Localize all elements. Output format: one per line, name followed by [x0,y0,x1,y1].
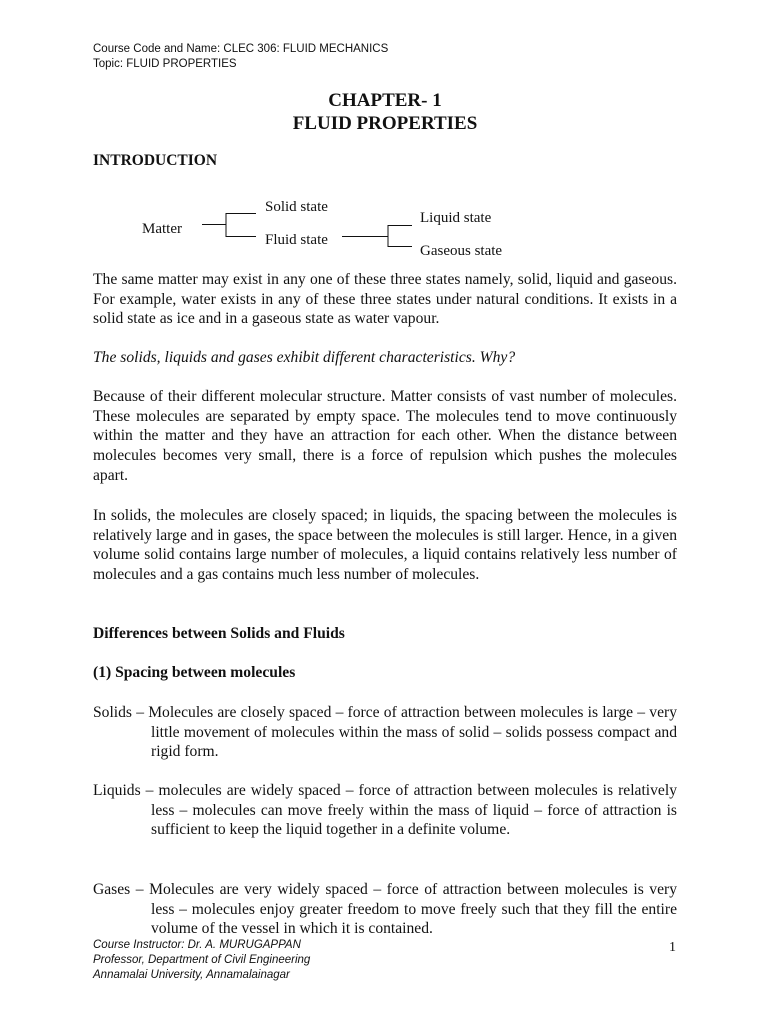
liquids-item [93,781,677,840]
section-heading-block [93,624,677,644]
fluid-state-label: Fluid state [265,232,328,248]
liquids-text: Liquids – molecules are widely spaced – force of attraction between molecules is relatively less – molecules can move freely within the mass of liquid – force of attraction is sufficient to keep the liquid together in a definite volume. [93,782,677,839]
matter-tree-lines [0,0,770,300]
position-line: Professor, Department of Civil Engineering [93,954,311,966]
introduction-heading: INTRODUCTION [93,152,218,169]
spacing-subheading: (1) Spacing between molecules [93,664,296,681]
molecular-paragraph: Because of their different molecular structure. Matter consists of vast number of molecules. These molecules are separated by empty space. The molecules tend to move continuously within the matter and they have an attraction for each other. When the distance between molecules becomes very small, there is a force of repulsion which pushes the molecules apart. [93,388,677,484]
instructor-line: Course Instructor: Dr. A. MURUGAPPAN [93,939,301,951]
matter-label: Matter [142,221,182,237]
paragraph-spacing [93,506,677,585]
page-number: 1 [669,940,676,955]
liquid-state-label: Liquid state [420,210,492,226]
differences-heading: Differences between Solids and Fluids [93,625,345,642]
question-block [93,348,677,368]
gaseous-state-label: Gaseous state [420,243,503,259]
solids-item [93,703,677,762]
gases-text: Gases – Molecules are very widely spaced – force of attraction between molecules is very less – molecules enjoy greater freedom to move freely such that they fill the entire volume of the vessel in which it is contained. [93,881,677,938]
paragraph-molecular [93,387,677,486]
solids-text: Solids – Molecules are closely spaced – force of attraction between molecules is large – very little movement of molecules within the mass of solid – solids possess compact and rigid form. [93,704,677,761]
chapter-title: FLUID PROPERTIES [292,113,478,134]
spacing-paragraph: In solids, the molecules are closely spaced; in liquids, the spacing between the molecules is relatively large and in gases, the space between the molecules is still larger. Hence, in a given volume solid contains large number of molecules, a liquid contains relatively less number of molecules and a gas contains much less number of molecules. [93,507,677,584]
paragraph-states [93,270,677,329]
why-question: The solids, liquids and gases exhibit different characteristics. Why? [93,349,516,366]
subheading-block [93,663,677,683]
course-line: Course Code and Name: CLEC 306: FLUID MECHANICS [93,43,389,55]
chapter-number: CHAPTER- 1 [328,90,442,111]
gases-item [93,880,677,939]
university-line: Annamalai University, Annamalainagar [93,969,290,981]
page-footer [93,938,310,983]
solid-state-label: Solid state [265,199,328,215]
topic-line: Topic: FLUID PROPERTIES [93,58,237,70]
states-paragraph: The same matter may exist in any one of these three states namely, solid, liquid and gaseous. For example, water exists in any of these three states under natural conditions. It exists in a solid state as ice and in a gaseous state as water vapour. [93,271,677,328]
